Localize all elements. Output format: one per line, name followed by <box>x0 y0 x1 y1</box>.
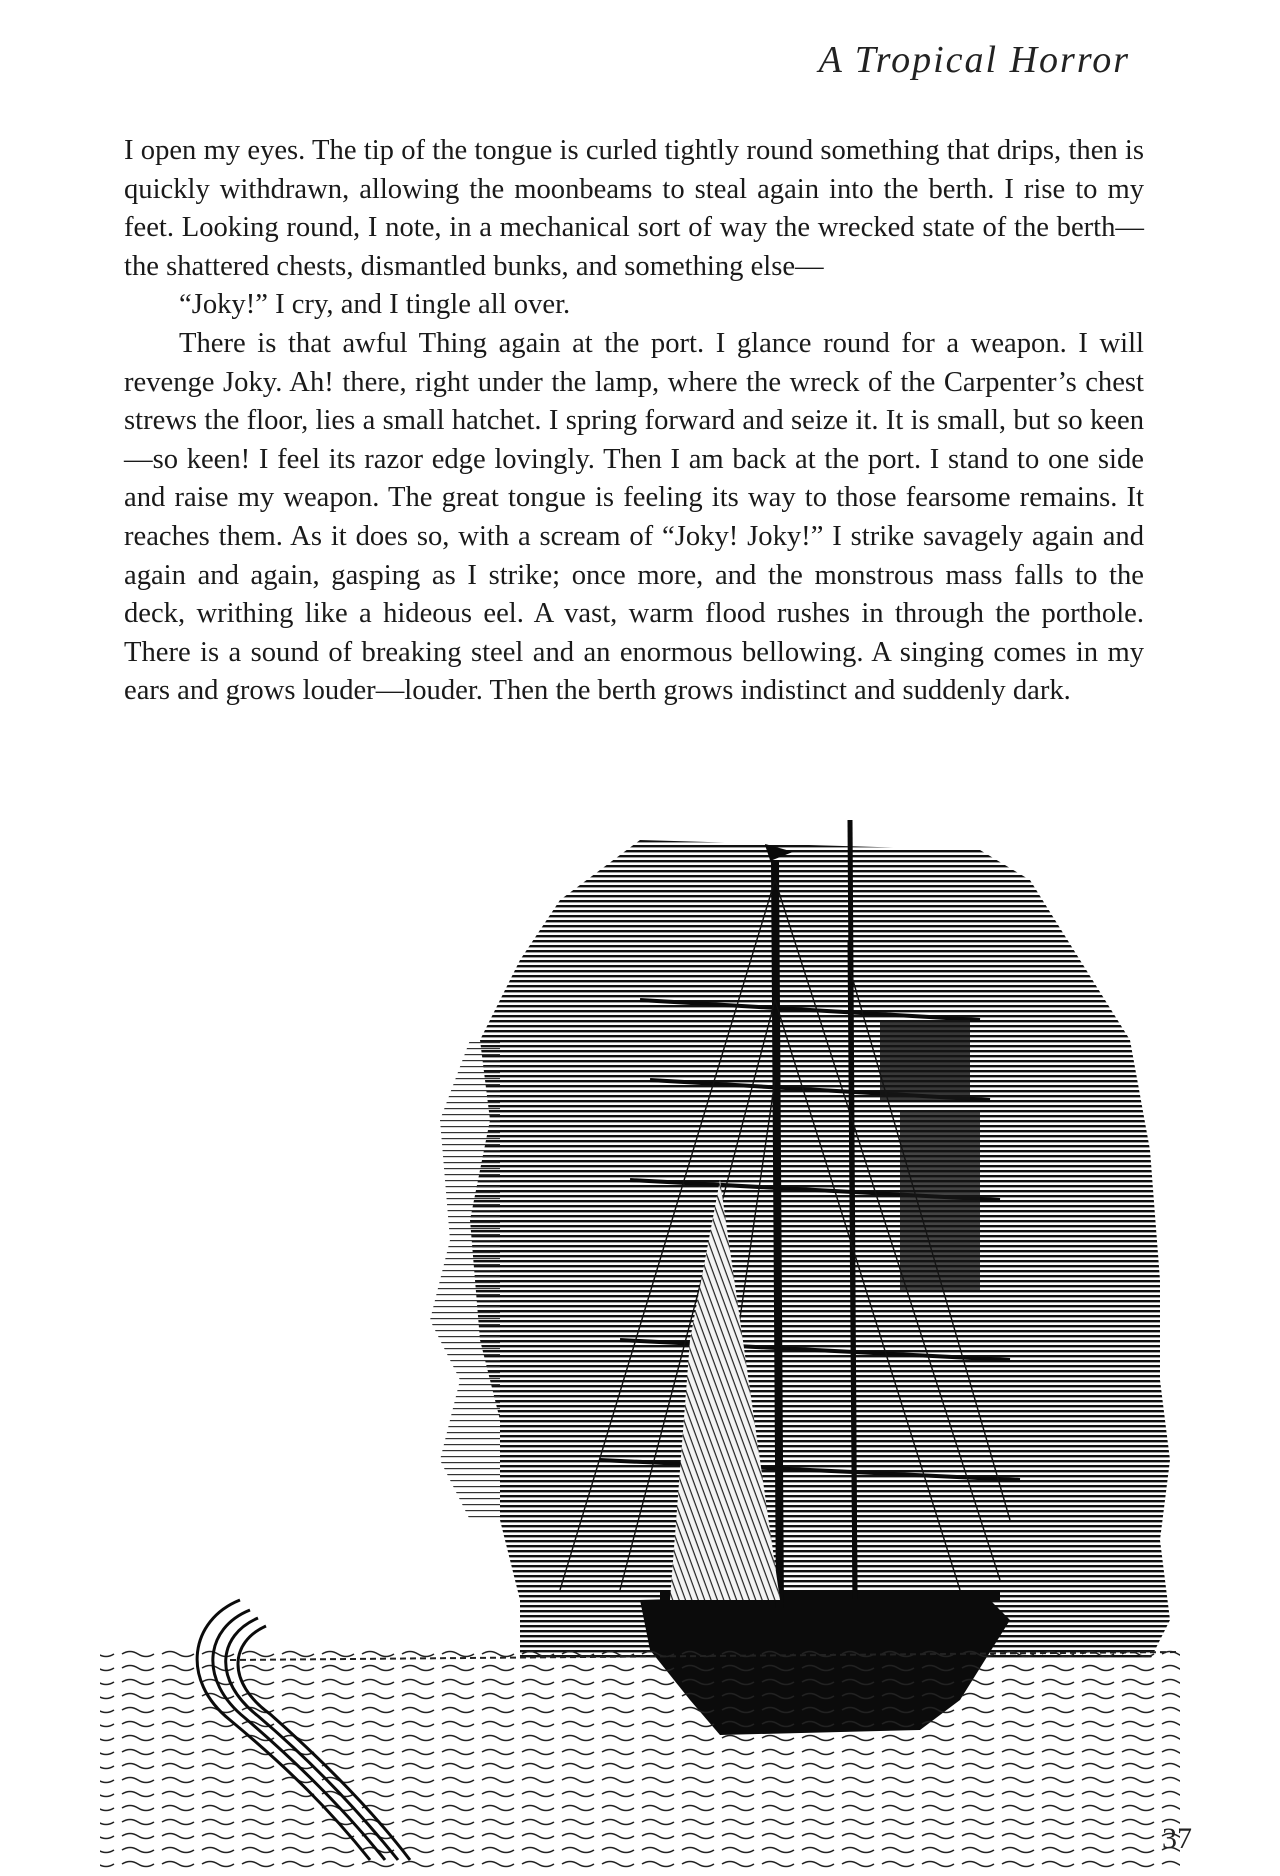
paragraph: I open my eyes. The tip of the tongue is curled tightly round something that drips, then is quickly withdrawn, allowing the moonbeams to steal again into the berth. I rise to my feet. Looking round, I note, in a mechanical sort of way the wrecked state of the berth—the shattered chests, dismantled bunks, and something else— <box>124 135 1144 282</box>
sea <box>100 1650 1180 1870</box>
page-number: 37 <box>1162 1822 1192 1855</box>
body-text <box>124 132 1144 711</box>
running-head: A Tropical Horror <box>818 39 1130 81</box>
paragraph: “Joky!” I cry, and I tingle all over. <box>179 289 571 321</box>
paragraph: There is that awful Thing again at the port. I glance round for a weapon. I will revenge Joky. Ah! there, right under the lamp, where the wreck of the Carpenter’s chest strews the floor, lies a small hatchet. I spring forward and seize it. It is small, but so keen—so keen! I feel its razor edge lovingly. Then I am back at the port. I stand to one side and raise my weapon. The great tongue is feeling its way to those fearsome remains. It reaches them. As it does so, with a scream of “Joky! Joky!” I strike savagely again and again and again, gasping as I strike; once more, and the monstrous mass falls to the deck, writhing like a hideous eel. A vast, warm flood rushes in through the porthole. There is a sound of breaking steel and an enormous bellowing. A singing comes in my ears and grows louder—louder. Then the berth grows indistinct and suddenly dark. <box>124 327 1144 707</box>
ship-illustration <box>0 820 1250 1870</box>
night-sky <box>430 840 1170 1660</box>
